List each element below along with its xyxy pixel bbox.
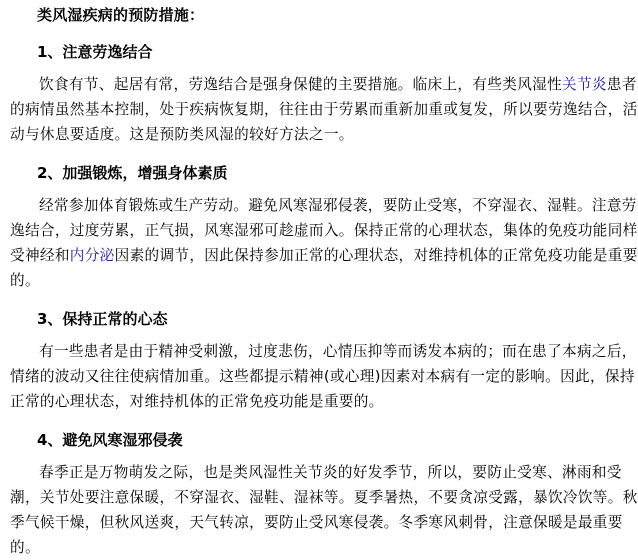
section-paragraph-2: [10, 193, 638, 293]
paragraph-line: [10, 72, 637, 97]
paragraph-line: 的。: [10, 272, 40, 289]
paragraph-line: 的。: [10, 539, 40, 556]
paragraph-line: 有一些患者是由于精神受刺激，过度悲伤，心情压抑等而诱发本病的；而在患了本病之后，: [39, 343, 637, 360]
line-text: 受神经和: [10, 247, 70, 264]
link-endocrine[interactable]: 内分泌: [69, 247, 115, 264]
section-paragraph-3: [10, 339, 637, 414]
paragraph-line: 动与休息要适度。这是预防类风湿的较好方法之一。: [10, 126, 354, 143]
section-heading-3: 3、保持正常的心态: [37, 310, 168, 328]
article: [0, 5, 638, 560]
paragraph-line: 春季正是万物萌发之际，也是类风湿性关节炎的好发季节，所以，要防止受寒、淋雨和受: [39, 464, 622, 481]
paragraph-line: [10, 243, 638, 268]
paragraph-line: 逸结合，过度劳累，正气损，风寒湿邪可趁虚而入。保持正常的心理状态，集体的免疫功能同样: [10, 222, 638, 239]
paragraph-line: 情绪的波动又往往使病情加重。这些都提示精神(或心理)因素对本病有一定的影响。因此，保持: [10, 368, 635, 385]
paragraph-line: 潮，关节处要注意保暖，不穿湿衣、湿鞋、湿袜等。夏季暑热，不要贪凉受露，暴饮冷饮等。秋: [10, 489, 638, 506]
article-title: 类风湿疾病的预防措施：: [37, 6, 205, 24]
section-heading-1: 1、注意劳逸结合: [37, 43, 153, 61]
line-text: 患者: [606, 76, 637, 93]
section-paragraph-1: [10, 72, 638, 147]
section-paragraph-4: [10, 460, 638, 560]
paragraph-line: 经常参加体育锻炼或生产劳动。避免风寒湿邪侵袭，要防止受寒，不穿湿衣、湿鞋。注意劳: [39, 197, 637, 214]
paragraph-line: 正常的心理状态，对维持机体的正常免疫功能是重要的。: [10, 393, 384, 410]
link-arthritis[interactable]: 关节炎: [562, 76, 607, 93]
paragraph-line: 的病情虽然基本控制，处于疾病恢复期，往往由于劳累而重新加重或复发，所以要劳逸结合，活: [10, 101, 638, 118]
section-heading-4: 4、避免风寒湿邪侵袭: [37, 431, 183, 449]
line-text: 饮食有节、起居有常，劳逸结合是强身保健的主要措施。临床上，有些类风湿性: [39, 76, 563, 93]
section-heading-2: 2、加强锻炼，增强身体素质: [37, 164, 228, 182]
paragraph-line: 季气候干燥，但秋风送爽，天气转凉，要防止受风寒侵袭。冬季寒风刺骨，注意保暖是最重要: [10, 514, 623, 531]
line-text: 因素的调节，因此保持参加正常的心理状态，对维持机体的正常免疫功能是重要: [114, 247, 638, 264]
